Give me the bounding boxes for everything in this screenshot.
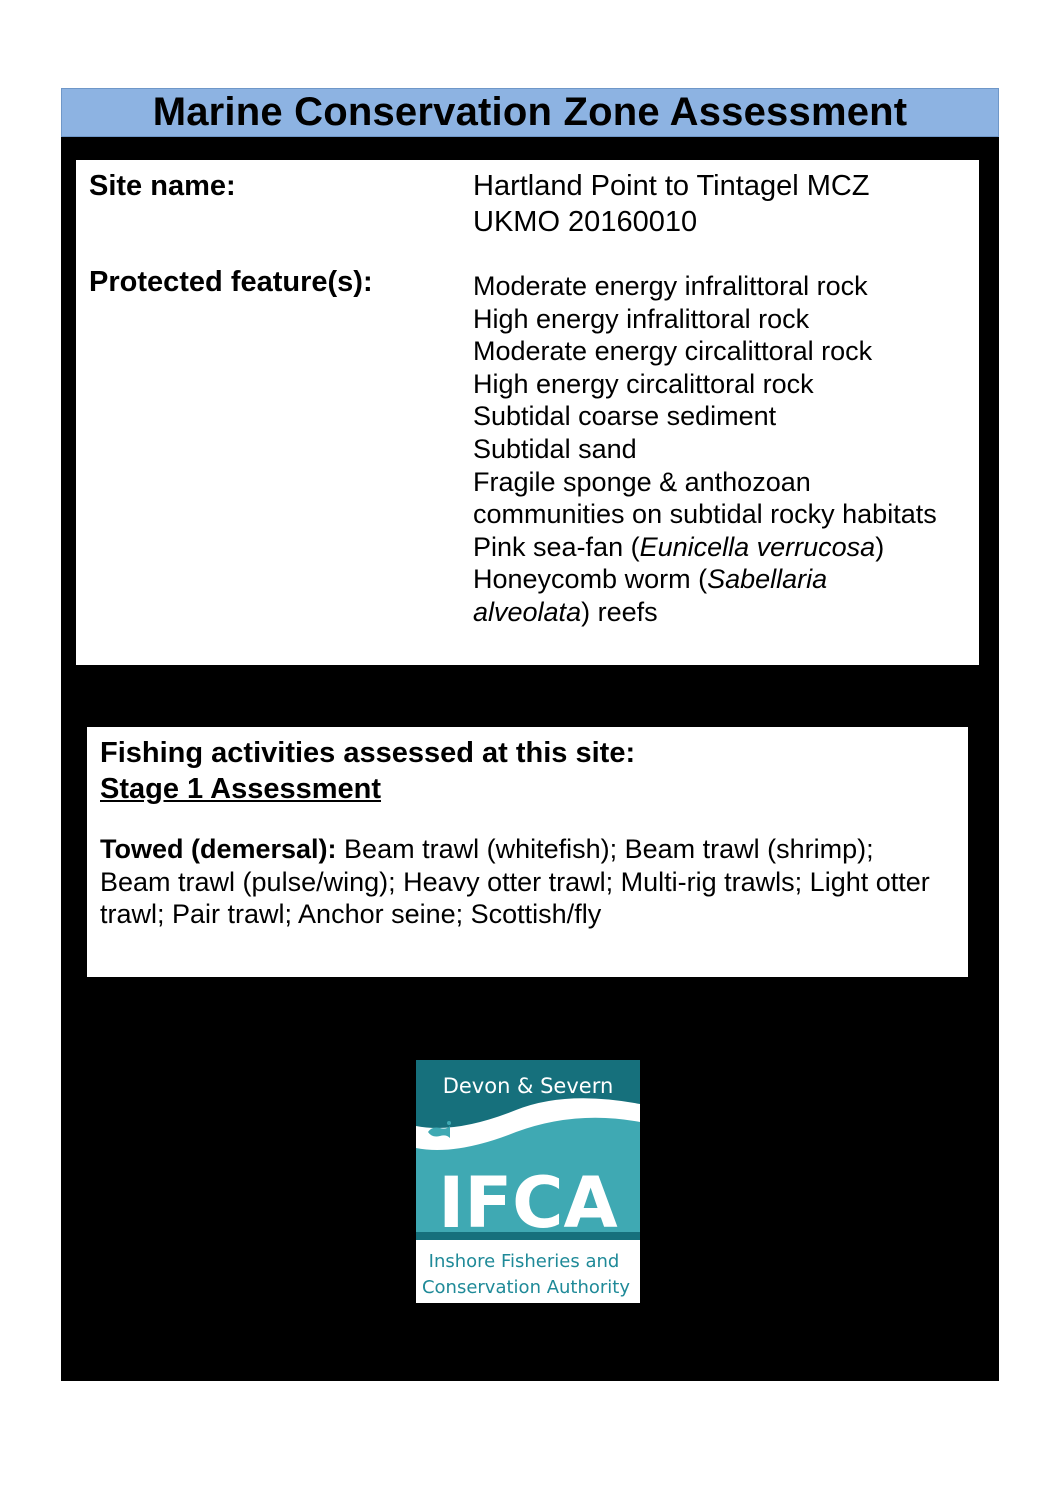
sea-fan-prefix: Pink sea-fan ( <box>473 531 640 562</box>
feature-item: High energy circalittoral rock <box>473 368 814 399</box>
ifca-logo <box>416 1060 640 1303</box>
features-list <box>473 270 937 629</box>
stage-heading: Stage 1 Assessment <box>100 773 382 805</box>
worm-species-genus: Sabellaria <box>707 564 828 595</box>
logo-acronym: IFCA <box>438 1162 618 1244</box>
feature-item: Moderate energy infralittoral rock <box>473 271 868 301</box>
fishing-heading: Fishing activities assessed at this site: <box>100 737 636 769</box>
assessment-frame <box>61 88 999 1381</box>
features-label: Protected feature(s): <box>89 266 373 298</box>
feature-item: Subtidal sand <box>473 433 637 464</box>
page-title: Marine Conservation Zone Assessment <box>61 88 999 137</box>
fishing-activities-panel <box>87 727 968 977</box>
feature-item-sea-fan <box>473 531 937 564</box>
feature-item: Moderate energy circalittoral rock <box>473 336 873 367</box>
logo-line-2: Conservation Authority <box>421 1277 631 1298</box>
gear-list: Beam trawl (whitefish); Beam trawl (shrimp); Beam trawl (pulse/wing); Heavy otter trawl; Multi-rig trawls; Light otter trawl; Pair trawl; Anchor seine; Scottish/fly <box>100 834 930 930</box>
feature-item: Fragile sponge & anthozoan <box>473 466 811 497</box>
sea-fan-suffix: ) <box>875 531 885 562</box>
sea-fan-species: Eunicella verrucosa <box>639 531 876 562</box>
worm-prefix: Honeycomb worm ( <box>473 564 708 595</box>
site-info-panel <box>76 160 979 665</box>
worm-species-epithet: alveolata <box>473 596 582 627</box>
feature-item-worm-cont <box>473 596 937 629</box>
fishing-activities-text <box>100 833 950 931</box>
worm-suffix: ) reefs <box>581 596 658 627</box>
feature-item: communities on subtidal rocky habitats <box>473 499 937 530</box>
bubble-icon <box>447 1121 451 1125</box>
logo-line-1: Inshore Fisheries and <box>428 1251 620 1272</box>
site-code: UKMO 20160010 <box>473 206 698 238</box>
feature-item-worm <box>473 563 937 596</box>
gear-category: Towed (demersal): <box>100 834 337 864</box>
feature-item: Subtidal coarse sediment <box>473 401 777 432</box>
site-name-label: Site name: <box>89 170 236 202</box>
feature-item: High energy infralittoral rock <box>473 303 810 334</box>
ifca-logo-graphic <box>416 1060 640 1303</box>
site-name-value: Hartland Point to Tintagel MCZ <box>473 170 870 202</box>
logo-top-text: Devon & Severn <box>442 1074 614 1098</box>
